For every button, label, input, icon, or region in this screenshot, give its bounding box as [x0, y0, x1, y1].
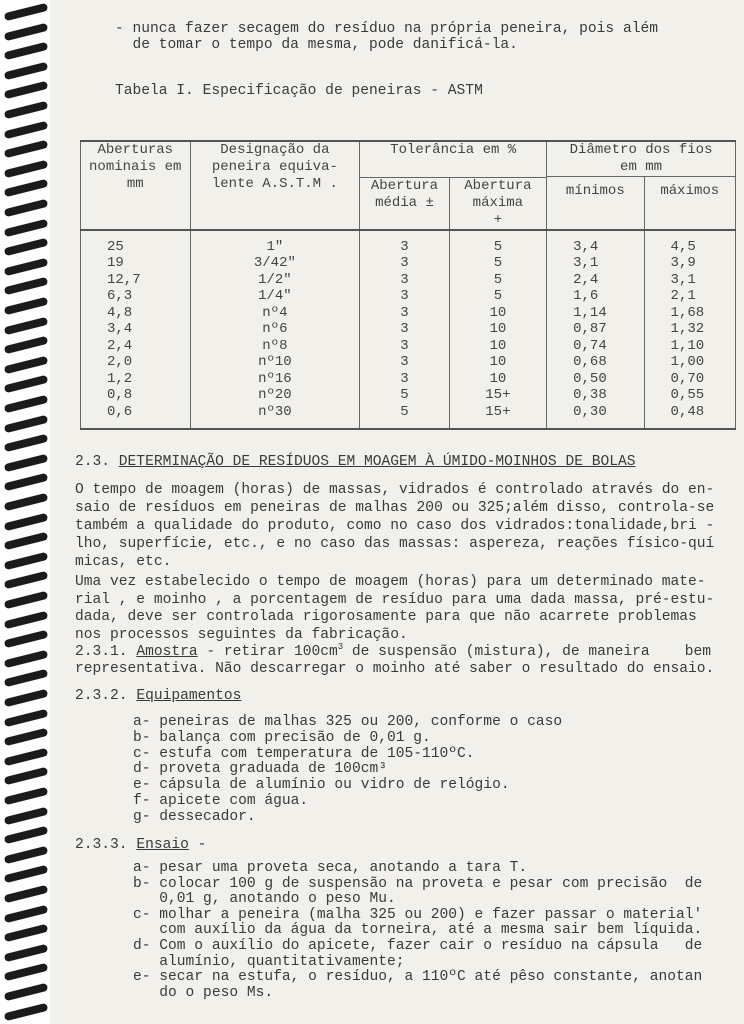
- text-line: e- secar na estufa, o resíduo, a 110ºC até pêso constante, anotan: [133, 969, 703, 986]
- table-cell: 0,87: [547, 321, 644, 338]
- col-header: Abertura: [464, 177, 532, 194]
- table-cell: 3: [360, 255, 449, 272]
- table-cell: 1/4": [190, 288, 360, 305]
- table-cell: 3: [360, 354, 449, 371]
- table-cell: 3: [360, 305, 449, 322]
- binding-coil: [4, 336, 49, 354]
- spiral-binding: [0, 0, 50, 1024]
- intro-line: - nunca fazer secagem do resíduo na própria peneira, pois além: [115, 21, 658, 37]
- binding-coil: [4, 963, 49, 981]
- text-line: b- colocar 100 g de suspensão na proveta e pesar com precisão de: [133, 875, 703, 892]
- binding-coil: [4, 865, 49, 883]
- binding-coil: [4, 728, 49, 746]
- text-line: saio de resíduos em peneiras de malhas 200 ou 325;além disso, controla-se: [75, 500, 715, 516]
- table-cell: 3,4: [547, 230, 644, 256]
- table-cell: 0,55: [644, 387, 735, 404]
- binding-coil: [4, 160, 49, 178]
- table-cell: 19: [81, 255, 191, 272]
- table-cell: 1/2": [190, 272, 360, 289]
- table-cell: 0,38: [547, 387, 644, 404]
- binding-coil: [4, 42, 49, 60]
- table-cell: 0,50: [547, 371, 644, 388]
- table-cell: nº8: [190, 338, 360, 355]
- table-cell: 5: [449, 255, 546, 272]
- sieve-spec-table: Aberturas nominais em mm Designação da peneira equiva- lente A.S.T.M . Tolerância em % Diâmetro dos fios em mm Abertura média ± Abertura máxima + mínimos máximos 25 1" 3 5 3,4 4,5 19 3/42" 3 5 3,1 3,9 12,7 1/2" 3 5 2,4 3,1 6,3 1/4" 3 5 1,6 2,1 4,8 nº4 3 10 1,14 1,68 3,4 nº6 3 10 0,87 1,32 2,4 nº8 3 10 0,74 1,10 2,0 nº10 3 10 0,68 1,00 1,2 nº16 3 10 0,50 0,70 0,8 nº20 5 15+ 0,38 0,55 0,6 nº30 5 15+ 0,30 0,48: [80, 140, 736, 430]
- text-line: 0,01 g, anotando o peso Mu.: [133, 891, 396, 908]
- binding-coil: [4, 356, 49, 374]
- text-line: f- apicete com água.: [133, 793, 309, 809]
- table-cell: 6,3: [81, 288, 191, 305]
- binding-coil: [4, 983, 49, 1001]
- binding-coil: [4, 434, 49, 452]
- table-cell: 2,4: [547, 272, 644, 289]
- binding-coil: [4, 238, 49, 256]
- text-line: também a qualidade do produto, como no caso dos vidrados:tonalidade,bri -: [75, 518, 715, 534]
- text-line: c- estufa com temperatura de 105-110ºC.: [133, 745, 475, 762]
- table-cell: 3: [360, 371, 449, 388]
- table-row: [81, 404, 736, 430]
- text-line: com auxílio da água da torneira, até a mesma sair bem líquida.: [133, 922, 703, 939]
- binding-coil: [4, 944, 49, 962]
- table-cell: 1,14: [547, 305, 644, 322]
- table-title: Tabela I. Especificação de peneiras - ASTM: [115, 83, 483, 99]
- table-row: [81, 338, 736, 355]
- section-2-3-1: 2.3.1. Amostra - retirar $100cm^3$ de suspensão (mistura), de maneira bem: [75, 642, 711, 660]
- intro-line: de tomar o tempo da mesma, pode danificá-la.: [115, 37, 518, 53]
- table-row: [81, 305, 736, 322]
- table-row: [81, 371, 736, 388]
- binding-coil: [4, 904, 49, 922]
- binding-coil: [4, 395, 49, 413]
- text-line: b- balança com precisão de 0,01 g.: [133, 729, 431, 746]
- text-line: d- proveta graduada de 100cm³: [133, 761, 387, 778]
- table-cell: 5: [360, 404, 449, 430]
- table-cell: 10: [449, 305, 546, 322]
- col-header-max: máximos: [644, 177, 735, 230]
- table-cell: 3: [360, 338, 449, 355]
- table-cell: 3,4: [81, 321, 191, 338]
- table-cell: 0,74: [547, 338, 644, 355]
- text-line: dada, deve ser controlada rigorosamente para que não acarrete problemas: [75, 609, 697, 625]
- table-row: [81, 255, 736, 272]
- table-cell: 2,4: [81, 338, 191, 355]
- table-row: [81, 387, 736, 404]
- binding-coil: [4, 748, 49, 766]
- table-cell: 3: [360, 321, 449, 338]
- text-line: e- cápsula de alumínio ou vidro de relógio.: [133, 777, 510, 794]
- table-cell: 10: [449, 321, 546, 338]
- table-cell: 1": [190, 230, 360, 256]
- table-cell: 5: [449, 272, 546, 289]
- binding-coil: [4, 669, 49, 687]
- binding-coil: [4, 787, 49, 805]
- binding-coil: [4, 708, 49, 726]
- table-cell: 1,10: [644, 338, 735, 355]
- table-cell: nº20: [190, 387, 360, 404]
- col-header: Aberturas: [97, 142, 174, 158]
- table-cell: 10: [449, 354, 546, 371]
- binding-coil: [4, 552, 49, 570]
- binding-coil: [4, 120, 49, 138]
- binding-coil: [4, 179, 49, 197]
- text-line: rial , e moinho , a porcentagem de resíduo para uma dada massa, pré-estu-: [75, 591, 715, 608]
- col-header: Abertura: [370, 177, 439, 194]
- table-cell: 5: [449, 288, 546, 305]
- binding-coil: [4, 218, 49, 236]
- binding-coil: [4, 493, 49, 511]
- table-row: [81, 288, 736, 305]
- table-cell: 3: [360, 230, 449, 256]
- binding-coil: [4, 826, 49, 844]
- table-cell: 0,8: [81, 387, 191, 404]
- table-cell: 0,6: [81, 404, 191, 430]
- table-cell: nº6: [190, 321, 360, 338]
- binding-coil: [4, 630, 49, 648]
- binding-coil: [4, 277, 49, 295]
- table-cell: 1,6: [547, 288, 644, 305]
- section-heading-2-3-3: 2.3.3. Ensaio -: [75, 837, 207, 853]
- table-cell: 10: [449, 371, 546, 388]
- binding-coil: [4, 316, 49, 334]
- col-header: Designação da: [220, 142, 330, 158]
- table-cell: nº10: [190, 354, 360, 371]
- table-cell: 3/42": [190, 255, 360, 272]
- table-cell: 3,9: [644, 255, 735, 272]
- text-line: alumínio, quantitativamente;: [133, 953, 405, 970]
- table-cell: 3: [360, 288, 449, 305]
- table-row: [81, 272, 736, 289]
- binding-coil: [4, 512, 49, 530]
- binding-coil: [4, 924, 49, 942]
- text-line: nos processos seguintes da fabricação.: [75, 626, 408, 643]
- table-cell: 0,68: [547, 354, 644, 371]
- table-cell: 10: [449, 338, 546, 355]
- table-cell: 1,68: [644, 305, 735, 322]
- table-cell: 15+: [449, 404, 546, 430]
- text-line: c- molhar a peneira (malha 325 ou 200) e fazer passar o material': [133, 906, 703, 923]
- table-cell: 3,1: [644, 272, 735, 289]
- text-line: O tempo de moagem (horas) de massas, vidrados é controlado através do en-: [75, 482, 715, 498]
- text-line: a- pesar uma proveta seca, anotando a tara T.: [133, 860, 528, 876]
- text-line: Uma vez estabelecido o tempo de moagem (horas) para um determinado mate-: [75, 574, 706, 590]
- table-cell: 0,70: [644, 371, 735, 388]
- text-line: lho, superfície, etc., e no caso das massas: aspereza, reações físico-quí: [75, 536, 715, 552]
- binding-coil: [4, 414, 49, 432]
- section-2-3-1-line: representativa. Não descarregar o moinho até saber o resultado do ensaio.: [75, 661, 715, 677]
- binding-coil: [4, 22, 49, 40]
- binding-coil: [4, 885, 49, 903]
- binding-coil: [4, 81, 49, 99]
- binding-coil: [4, 473, 49, 491]
- col-header-min: mínimos: [547, 177, 644, 230]
- binding-coil: [4, 297, 49, 315]
- binding-coil: [4, 610, 49, 628]
- table-cell: 0,48: [644, 404, 735, 430]
- table-row: [81, 321, 736, 338]
- binding-coil: [4, 767, 49, 785]
- binding-coil: [4, 101, 49, 119]
- table-cell: 1,00: [644, 354, 735, 371]
- table-cell: 1,32: [644, 321, 735, 338]
- table-cell: 4,5: [644, 230, 735, 256]
- table-row: [81, 354, 736, 371]
- text-line: d- Com o auxílio do apicete, fazer cair o resíduo na cápsula de: [133, 938, 703, 954]
- binding-coil: [4, 62, 49, 80]
- table-cell: 15+: [449, 387, 546, 404]
- binding-coil: [4, 532, 49, 550]
- table-cell: 12,7: [81, 272, 191, 289]
- table-cell: nº4: [190, 305, 360, 322]
- table-cell: nº16: [190, 371, 360, 388]
- table-row: [81, 230, 736, 256]
- table-cell: 4,8: [81, 305, 191, 322]
- binding-coil: [4, 140, 49, 158]
- binding-coil: [4, 454, 49, 472]
- table-cell: 1,2: [81, 371, 191, 388]
- text-line: micas, etc.: [75, 554, 172, 570]
- section-heading-2-3-2: 2.3.2. Equipamentos: [75, 688, 242, 704]
- binding-coil: [4, 689, 49, 707]
- text-line: a- peneiras de malhas 325 ou 200, conforme o caso: [133, 714, 563, 730]
- binding-coil: [4, 3, 49, 21]
- binding-coil: [4, 806, 49, 824]
- table-cell: 3: [360, 272, 449, 289]
- table-cell: 2,1: [644, 288, 735, 305]
- binding-coil: [4, 1002, 49, 1020]
- table-cell: 25: [81, 230, 191, 256]
- col-header-diameter: Diâmetro dos fios em mm: [547, 141, 736, 177]
- table-cell: 2,0: [81, 354, 191, 371]
- table-cell: 0,30: [547, 404, 644, 430]
- binding-coil: [4, 571, 49, 589]
- table-cell: 3,1: [547, 255, 644, 272]
- col-header-tolerance: Tolerância em %: [360, 141, 547, 177]
- binding-coil: [4, 375, 49, 393]
- binding-coil: [4, 258, 49, 276]
- binding-coil: [4, 846, 49, 864]
- binding-coil: [4, 591, 49, 609]
- binding-coil: [4, 650, 49, 668]
- text-line: g- dessecador.: [133, 808, 256, 825]
- table-cell: 5: [360, 387, 449, 404]
- table-cell: 5: [449, 230, 546, 256]
- binding-coil: [4, 199, 49, 217]
- section-heading-2-3: 2.3. DETERMINAÇÃO DE RESÍDUOS EM MOAGEM À ÚMIDO-MOINHOS DE BOLAS: [75, 454, 636, 470]
- table-cell: nº30: [190, 404, 360, 430]
- text-line: do o peso Ms.: [133, 984, 274, 1001]
